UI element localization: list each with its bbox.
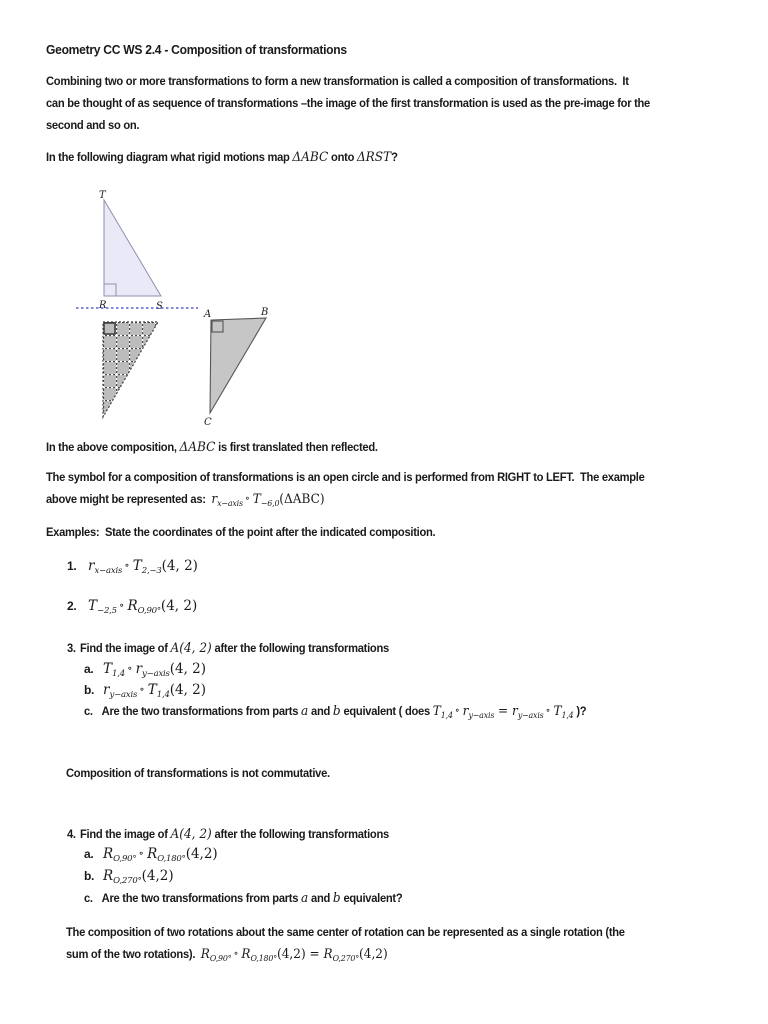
composition-operator-icon: ∘ bbox=[454, 706, 460, 716]
math-subscript: 2,−3 bbox=[141, 566, 162, 576]
intro-line1-pre: Combining two or more transformations to form a new transformation is called a bbox=[46, 74, 455, 88]
example-3c-mid1: and bbox=[308, 704, 333, 718]
point-a-symbol: A bbox=[170, 641, 180, 656]
math-mid-equals: (4,2) = bbox=[276, 947, 324, 962]
math-base: r bbox=[135, 661, 143, 677]
composition-operator-icon: ∘ bbox=[139, 685, 145, 695]
math-subscript: O,180° bbox=[250, 954, 277, 964]
question-pre: In the following diagram what rigid motions map bbox=[46, 150, 293, 164]
math-subscript: x−axis bbox=[94, 566, 123, 576]
math-base: T bbox=[103, 661, 113, 677]
symbol-paragraph-line-2 bbox=[46, 490, 325, 513]
point-a-symbol: A bbox=[170, 827, 180, 842]
math-argument: (4,2) bbox=[359, 947, 388, 962]
vertex-label-b: B bbox=[261, 307, 269, 318]
math-base: R bbox=[147, 846, 158, 862]
example-3a-letter: a. bbox=[84, 662, 94, 676]
math-base: R bbox=[323, 947, 333, 962]
composition-operator-icon: ∘ bbox=[244, 494, 250, 504]
after-diagram-line bbox=[46, 438, 378, 457]
math-subscript: y−axis bbox=[109, 690, 138, 700]
example-1-row bbox=[67, 557, 198, 580]
part-a-variable: a bbox=[301, 891, 309, 906]
math-subscript: y−axis bbox=[468, 711, 495, 721]
triangle-rst-symbol: ΔRST bbox=[356, 150, 392, 165]
math-base: T bbox=[88, 598, 98, 614]
example-3-row bbox=[67, 639, 389, 658]
math-argument: (4, 2) bbox=[169, 682, 207, 698]
example-4b-row bbox=[84, 867, 174, 890]
example-4b-letter: b. bbox=[84, 869, 95, 883]
part-a-variable: a bbox=[301, 704, 309, 719]
after-pre: In the above composition, bbox=[46, 440, 180, 454]
math-argument: (ΔABC) bbox=[279, 492, 325, 507]
example-3c-pre: Are the two transformations from parts bbox=[101, 704, 302, 718]
example-4a-expression bbox=[103, 846, 218, 862]
example-4c-letter: c. bbox=[84, 891, 93, 905]
rotation-line2-pre: sum of the two rotations). bbox=[66, 947, 201, 961]
example-3b-row bbox=[84, 681, 206, 704]
example-3c-expression-left bbox=[433, 704, 574, 719]
composition-operator-icon: ∘ bbox=[138, 849, 145, 859]
worksheet-title: Geometry CC WS 2.4 - Composition of transformations bbox=[46, 42, 347, 57]
vertex-label-r: R bbox=[99, 300, 107, 311]
math-subscript: 1,4 bbox=[561, 711, 574, 721]
math-base: r bbox=[462, 704, 469, 719]
math-base: T bbox=[252, 492, 261, 507]
math-base: r bbox=[103, 682, 110, 698]
example-4-label-post: after the following transformations bbox=[211, 827, 389, 841]
example-2-number: 2. bbox=[67, 599, 77, 613]
math-base: R bbox=[127, 598, 138, 614]
math-base: R bbox=[200, 947, 210, 962]
composition-operator-icon: ∘ bbox=[545, 706, 551, 716]
example-3c-row bbox=[84, 702, 586, 725]
triangle-rst bbox=[104, 200, 161, 296]
math-subscript: −6,0 bbox=[260, 499, 280, 509]
example-2-row bbox=[67, 597, 197, 620]
intro-line1-post: . It bbox=[613, 74, 629, 88]
diagram-question-line bbox=[46, 148, 398, 167]
example-4-number: 4. bbox=[67, 827, 76, 841]
example-4c-mid1: and bbox=[308, 891, 333, 905]
math-subscript: O,90° bbox=[113, 854, 137, 864]
math-subscript: y−axis bbox=[142, 669, 170, 679]
math-argument: (4, 2) bbox=[169, 661, 207, 677]
rotation-paragraph-line-2 bbox=[66, 945, 388, 968]
math-argument: (4,2) bbox=[185, 846, 218, 862]
triangle-abc-symbol: ΔABC bbox=[179, 440, 216, 455]
symbol-line2-pre: above might be represented as: bbox=[46, 492, 212, 506]
example-4c-pre: Are the two transformations from parts bbox=[101, 891, 302, 905]
math-subscript: O,90° bbox=[137, 606, 161, 616]
math-subscript: −2,5 bbox=[97, 606, 117, 616]
part-b-variable: b bbox=[332, 704, 341, 719]
example-4c-post: equivalent? bbox=[340, 891, 403, 905]
math-subscript: O,90° bbox=[209, 954, 232, 964]
example-3c-letter: c. bbox=[84, 704, 93, 718]
math-base: R bbox=[103, 868, 114, 884]
rotation-paragraph-line-1: The composition of two rotations about the same center of rotation can be represented as a single rotation (the bbox=[66, 925, 625, 939]
intro-composition-expression bbox=[211, 492, 324, 507]
vertex-label-t: T bbox=[99, 190, 106, 201]
math-subscript: O,270° bbox=[113, 876, 142, 886]
example-3c-post: )? bbox=[573, 704, 587, 718]
math-subscript: y−axis bbox=[517, 711, 544, 721]
math-subscript: 1,4 bbox=[156, 690, 170, 700]
transformation-diagram bbox=[70, 186, 280, 436]
example-3-number: 3. bbox=[67, 641, 76, 655]
intro-line1-bold-phrase: composition of transformations bbox=[454, 74, 614, 88]
vertex-label-a: A bbox=[204, 309, 212, 320]
example-3b-letter: b. bbox=[84, 683, 95, 697]
example-3c-mid2: equivalent ( does bbox=[340, 704, 433, 718]
triangle-intermediate-image bbox=[103, 322, 158, 417]
math-base: T bbox=[147, 682, 157, 698]
example-4a-row bbox=[84, 845, 218, 868]
question-mid: onto bbox=[328, 150, 357, 164]
example-3a-row bbox=[84, 660, 206, 683]
example-2-expression bbox=[88, 598, 197, 614]
symbol-paragraph-line-1: The symbol for a composition of transformations is an open circle and is performed from RIGHT to LEFT. The example bbox=[46, 470, 645, 484]
after-post: is first translated then reflected. bbox=[215, 440, 378, 454]
part-b-variable: b bbox=[332, 891, 341, 906]
math-argument: (4,2) bbox=[141, 868, 174, 884]
math-subscript: x−axis bbox=[217, 499, 243, 509]
math-base: T bbox=[132, 558, 142, 574]
example-4c-row bbox=[84, 889, 402, 908]
math-base: r bbox=[211, 492, 218, 507]
math-subscript: 1,4 bbox=[112, 669, 125, 679]
math-base: R bbox=[103, 846, 114, 862]
point-a-coordinates: (4, 2) bbox=[179, 827, 212, 842]
math-base: T bbox=[432, 704, 441, 719]
equals-sign: = bbox=[494, 704, 513, 719]
math-base: R bbox=[241, 947, 251, 962]
math-base: T bbox=[553, 704, 562, 719]
example-1-expression bbox=[88, 558, 198, 574]
not-commutative-statement: Composition of transformations is not commutative. bbox=[66, 766, 330, 780]
math-subscript: 1,4 bbox=[440, 711, 453, 721]
rotation-composition-expression bbox=[201, 947, 388, 962]
example-4a-letter: a. bbox=[84, 847, 94, 861]
math-base: r bbox=[512, 704, 518, 719]
vertex-label-c: C bbox=[204, 417, 212, 428]
example-4-row bbox=[67, 825, 389, 844]
composition-operator-icon: ∘ bbox=[233, 949, 239, 959]
example-1-number: 1. bbox=[67, 559, 77, 573]
question-post: ? bbox=[391, 150, 398, 164]
triangle-abc-symbol: ΔABC bbox=[292, 150, 329, 165]
composition-operator-icon: ∘ bbox=[118, 601, 125, 611]
math-subscript: O,270° bbox=[332, 954, 360, 964]
intro-line-1 bbox=[46, 72, 629, 90]
vertex-label-s: S bbox=[156, 301, 163, 312]
point-a-coordinates: (4, 2) bbox=[179, 641, 212, 656]
example-3-label-post: after the following transformations bbox=[211, 641, 389, 655]
math-base: r bbox=[88, 558, 95, 574]
example-4-label-pre: Find the image of bbox=[80, 827, 171, 841]
intro-line-3: second and so on. bbox=[46, 118, 140, 132]
math-subscript: O,180° bbox=[157, 854, 186, 864]
example-4b-expression bbox=[103, 868, 174, 884]
example-3-label-pre: Find the image of bbox=[80, 641, 171, 655]
composition-operator-icon: ∘ bbox=[124, 561, 130, 571]
math-argument: (4, 2) bbox=[160, 598, 198, 614]
examples-heading: Examples: State the coordinates of the point after the indicated composition. bbox=[46, 525, 436, 539]
example-3b-expression bbox=[103, 682, 206, 698]
math-argument: (4, 2) bbox=[161, 558, 198, 574]
example-3a-expression bbox=[103, 661, 206, 677]
intro-line-2: can be thought of as sequence of transformations –the image of the first transformation is used as the pre-image for the bbox=[46, 96, 650, 110]
composition-operator-icon: ∘ bbox=[126, 664, 133, 674]
